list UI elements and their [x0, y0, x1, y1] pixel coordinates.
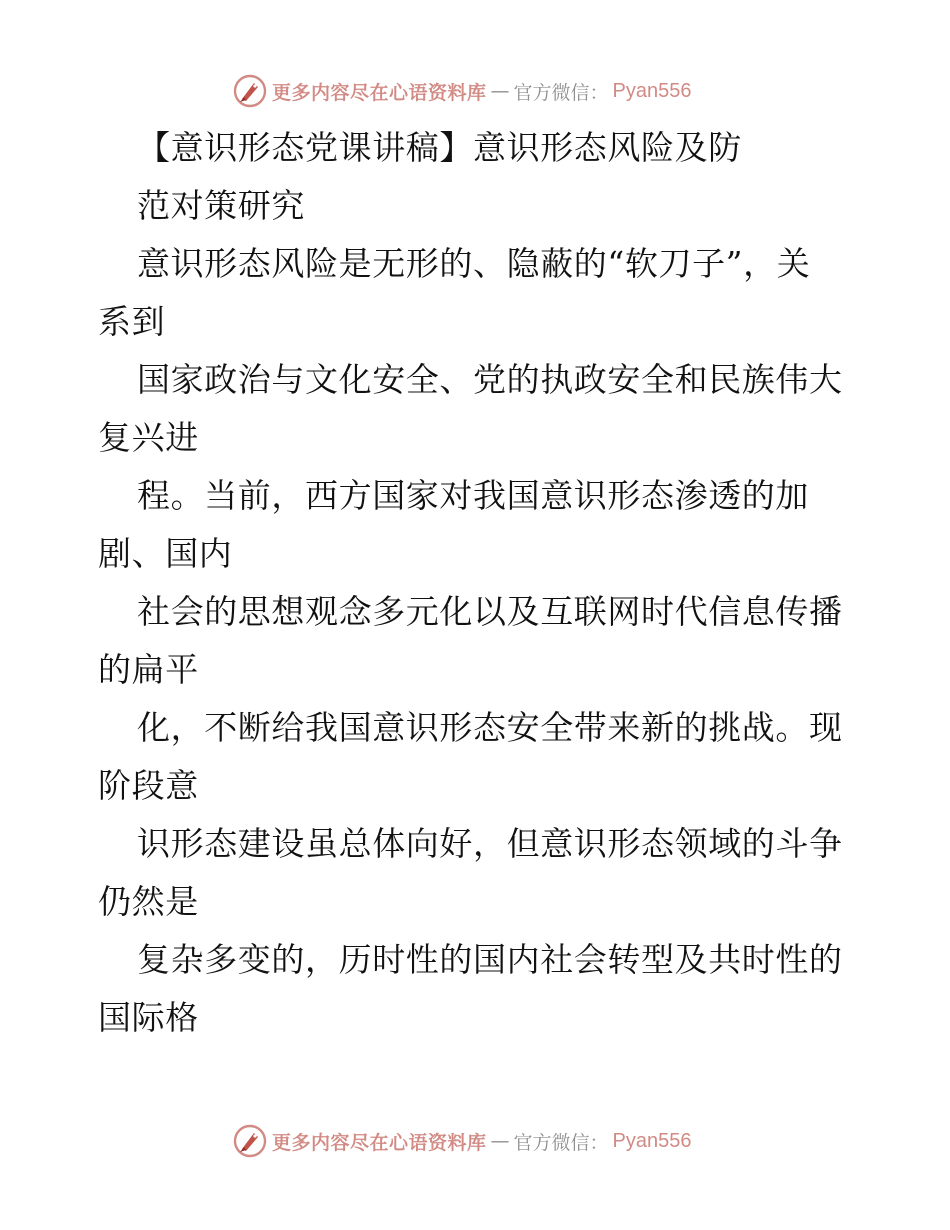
paragraph-line: 复杂多变的，历时性的国内社会转型及共时性的	[137, 940, 843, 979]
paragraph-line: 意识形态风险是无形的、隐蔽的“软刀子”，关	[137, 244, 811, 283]
footer-wechat-id: Pyan556	[612, 1129, 692, 1152]
paragraph-line: 社会的思想观念多元化以及互联网时代信息传播	[137, 592, 843, 631]
document-title-line-2: 范对策研究	[137, 186, 305, 225]
footer-site-text: 更多内容尽在心语资料库	[272, 1131, 487, 1154]
paragraph-line: 剧、国内	[98, 534, 233, 573]
footer-wechat-label: 官方微信：	[513, 1131, 609, 1154]
paragraph-line: 国际格	[98, 998, 199, 1037]
paragraph-line: 系到	[98, 302, 166, 341]
header-banner	[232, 72, 692, 110]
header-dash: —	[490, 80, 510, 102]
pen-nib-logo-icon	[232, 1123, 268, 1159]
header-wechat-id: Pyan556	[612, 79, 692, 102]
paragraph-line: 的扁平	[98, 650, 199, 689]
paragraph-line: 化，不断给我国意识形态安全带来新的挑战。现	[137, 708, 843, 747]
paragraph-line: 国家政治与文化安全、党的执政安全和民族伟大	[137, 360, 843, 399]
header-wechat-label: 官方微信：	[513, 81, 609, 104]
paragraph-line: 阶段意	[98, 766, 199, 805]
paragraph-line: 复兴进	[98, 418, 199, 457]
document-title-line-1: 【意识形态党课讲稿】意识形态风险及防	[137, 128, 742, 167]
footer-dash: —	[490, 1130, 510, 1152]
header-site-text: 更多内容尽在心语资料库	[272, 81, 487, 104]
paragraph-line: 识形态建设虽总体向好，但意识形态领域的斗争	[137, 824, 843, 863]
pen-nib-logo-icon	[232, 73, 268, 109]
footer-banner	[232, 1122, 692, 1160]
paragraph-line: 程。当前，西方国家对我国意识形态渗透的加	[137, 476, 809, 515]
paragraph-line: 仍然是	[98, 882, 199, 921]
